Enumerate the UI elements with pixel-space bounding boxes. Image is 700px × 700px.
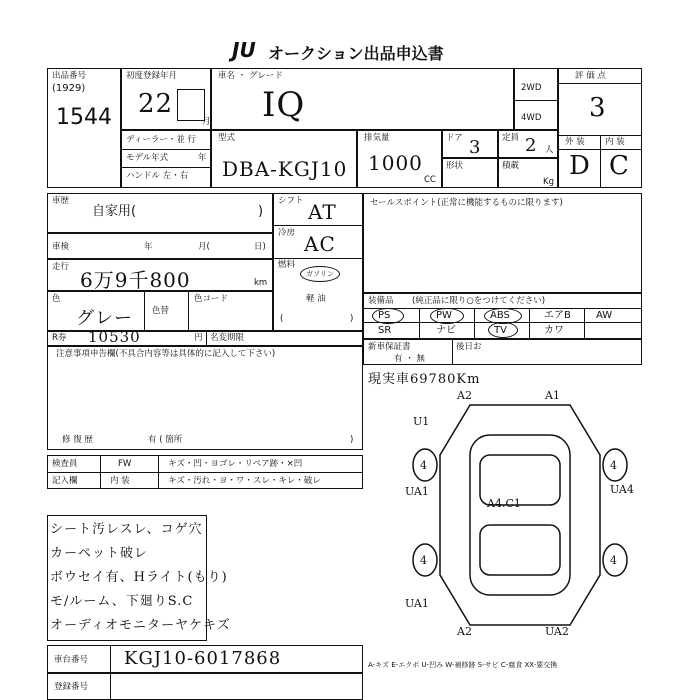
note-line: カーペット破レ bbox=[50, 546, 149, 561]
notes-label: 注意事項申告欄(不具合内容等は具体的に記入して下さい) bbox=[56, 349, 276, 359]
inspector-label: 検査員 bbox=[52, 459, 78, 469]
equip-aw: AW bbox=[596, 310, 613, 321]
transfer-label: 名変期限 bbox=[210, 333, 245, 343]
capacity-label: 定員 bbox=[502, 133, 520, 143]
color-code-label: 色コード bbox=[194, 294, 229, 304]
month-unit: 月 bbox=[202, 117, 211, 127]
first-reg-box bbox=[121, 68, 211, 130]
check-interior: 内 装 bbox=[110, 476, 130, 486]
inspection-label: 車検 bbox=[52, 242, 70, 252]
color-box bbox=[47, 291, 273, 331]
grade-value: 3 bbox=[589, 93, 607, 123]
handwritten-notes-box bbox=[47, 515, 231, 641]
lot-sub: (1929) bbox=[52, 83, 86, 94]
mark-rear-left: A2 bbox=[457, 625, 472, 638]
shape-box bbox=[442, 158, 498, 188]
name-box bbox=[211, 68, 514, 130]
registration-label: 登録番号 bbox=[54, 682, 89, 692]
recycle-box bbox=[47, 328, 363, 346]
mark-wheel-rr: 4 bbox=[610, 554, 617, 567]
ext-value: D bbox=[569, 151, 591, 181]
lot-number: 1544 bbox=[56, 105, 112, 130]
mark-ua1-rear: UA1 bbox=[405, 597, 429, 610]
equip-airbag: エアB bbox=[544, 310, 571, 321]
shape-label: 形状 bbox=[446, 161, 464, 171]
model-value: DBA-KGJ10 bbox=[222, 157, 348, 181]
registration-box bbox=[47, 673, 363, 700]
mark-wheel-fr: 4 bbox=[610, 459, 617, 472]
equip-navi: ナビ bbox=[436, 325, 456, 336]
sales-point-box bbox=[363, 193, 642, 293]
recycle-label: R券 bbox=[52, 333, 67, 343]
doors-label: ドア bbox=[446, 133, 463, 143]
dealer-row: ディーラー・並 行 bbox=[126, 135, 197, 145]
mark-front-left: A2 bbox=[457, 389, 472, 402]
equip-ps: PS bbox=[378, 310, 391, 321]
lot-label: 出品番号 bbox=[52, 71, 87, 81]
inspection-month: 月( bbox=[198, 242, 210, 252]
int-value: C bbox=[609, 151, 630, 181]
mark-roof: A4.C1 bbox=[487, 497, 521, 510]
history-value: 自家用( bbox=[92, 204, 137, 219]
chassis-value: KGJ10-6017868 bbox=[124, 648, 282, 669]
equipment-box bbox=[363, 293, 642, 339]
checks-box bbox=[47, 455, 363, 489]
equip-leather: カワ bbox=[544, 325, 564, 336]
grade-box bbox=[558, 68, 642, 188]
recycle-value: 10530 bbox=[88, 328, 141, 346]
damage-legend: A-キズ E-エクボ U-凹み W-補修跡 S-サビ C-腐食 XX-要交換 bbox=[368, 661, 558, 669]
handle-row: ハンドル 左・右 bbox=[126, 171, 189, 181]
page-title: オークション出品申込書 bbox=[268, 44, 444, 63]
equipment-label: 装備品 bbox=[368, 296, 394, 306]
entry-label: 記入欄 bbox=[52, 476, 78, 486]
chassis-box bbox=[47, 645, 363, 673]
grade-label: 評 価 点 bbox=[575, 71, 606, 81]
fuel-open: ( bbox=[280, 314, 284, 324]
doors-box bbox=[442, 130, 498, 158]
repair-value: 有 ( 箇所 bbox=[148, 435, 183, 445]
drive-4wd: 4WD bbox=[521, 113, 542, 123]
note-line: モ/ルーム、下廻りS.C bbox=[50, 594, 194, 609]
car-damage-diagram bbox=[395, 385, 645, 645]
shift-value: AT bbox=[308, 200, 337, 224]
inspection-day: 日) bbox=[254, 242, 266, 252]
load-box bbox=[498, 158, 558, 188]
model-box bbox=[211, 130, 357, 188]
mileage-value: 6万9千800 bbox=[80, 268, 191, 292]
mark-wheel-rl: 4 bbox=[420, 554, 427, 567]
color-change-label: 色替 bbox=[152, 306, 170, 316]
model-label: 型式 bbox=[218, 133, 236, 143]
mark-rear-right: UA2 bbox=[545, 625, 569, 638]
displacement-unit: CC bbox=[424, 175, 436, 185]
check-row2-items: キズ・汚れ・ヨ・ワ・スレ・キレ・破レ bbox=[168, 476, 321, 486]
notes-box bbox=[47, 346, 363, 450]
year-unit: 年 bbox=[198, 153, 207, 163]
history-close: ) bbox=[258, 204, 264, 219]
mark-ua4-right: UA4 bbox=[610, 483, 634, 496]
actual-mileage: 現実車69780Km bbox=[368, 372, 481, 387]
history-label: 車歴 bbox=[52, 196, 70, 206]
first-reg-year: 22 bbox=[138, 89, 174, 119]
sales-point-label: セールスポイント(正常に機能するものに限ります) bbox=[370, 198, 563, 208]
dealer-box bbox=[121, 130, 211, 188]
lot-box bbox=[47, 68, 121, 188]
warranty-label: 新車保証書 bbox=[368, 342, 411, 352]
fuel-diesel: 軽 油 bbox=[306, 294, 326, 304]
chassis-label: 車台番号 bbox=[54, 655, 89, 665]
equip-pw: PW bbox=[436, 310, 452, 321]
model-year-row: モデル年式 bbox=[126, 153, 169, 163]
car-name: IQ bbox=[262, 85, 306, 125]
displacement-value: 1000 bbox=[368, 151, 423, 175]
ext-label: 外 装 bbox=[565, 137, 585, 147]
note-line: オーディオモニターヤケキズ bbox=[50, 618, 231, 633]
drive-box bbox=[514, 68, 558, 130]
note-line: ボウセイ有、Hライト(もり) bbox=[50, 570, 228, 585]
warranty-choices: 有 ・ 無 bbox=[394, 354, 425, 364]
shift-box bbox=[273, 193, 363, 331]
mark-front-right: A1 bbox=[545, 389, 560, 402]
warranty-box bbox=[363, 339, 642, 365]
fuel-gas: ガソリン bbox=[306, 270, 334, 278]
aircon-label: 冷房 bbox=[278, 228, 296, 238]
aircon-value: AC bbox=[304, 232, 336, 256]
fuel-label: 燃料 bbox=[278, 260, 296, 270]
fuel-close: ) bbox=[350, 314, 354, 324]
first-reg-label: 初度登録年月 bbox=[126, 71, 178, 81]
load-unit: Kg bbox=[543, 177, 554, 187]
repair-label: 修 復 歴 bbox=[62, 435, 93, 445]
mileage-box bbox=[47, 259, 273, 291]
drive-2wd: 2WD bbox=[521, 83, 542, 93]
load-label: 積載 bbox=[502, 161, 520, 171]
name-label: 車名 ・ グレード bbox=[218, 71, 283, 81]
equip-sr: SR bbox=[378, 325, 392, 336]
check-fw: FW bbox=[118, 459, 132, 469]
recycle-unit: 円 bbox=[194, 333, 203, 343]
mileage-label: 走行 bbox=[52, 262, 70, 272]
color-value: グレー bbox=[76, 308, 133, 329]
equipment-note: (純正品に限り○をつけてください) bbox=[412, 296, 546, 306]
mark-u1: U1 bbox=[413, 415, 430, 428]
warranty-after: 後日お bbox=[456, 342, 482, 352]
capacity-value: 2 bbox=[525, 135, 538, 156]
doors-value: 3 bbox=[469, 137, 482, 158]
shift-label: シフト bbox=[278, 196, 304, 206]
check-row1-items: キズ・凹・ヨゴレ・リペア跡・×凹 bbox=[168, 459, 303, 469]
equip-tv: TV bbox=[494, 325, 507, 336]
repair-close: ) bbox=[350, 435, 354, 445]
mark-wheel-fl: 4 bbox=[420, 459, 427, 472]
mileage-unit: km bbox=[254, 278, 268, 288]
inspection-year: 年 bbox=[144, 242, 153, 252]
note-line: シート汚レスレ、コゲ穴 bbox=[50, 522, 203, 537]
int-label: 内 装 bbox=[605, 137, 625, 147]
capacity-box bbox=[498, 130, 558, 158]
inspection-box bbox=[47, 233, 273, 259]
history-box bbox=[47, 193, 273, 233]
color-label: 色 bbox=[52, 294, 61, 304]
equip-abs: ABS bbox=[490, 310, 510, 321]
displacement-box bbox=[357, 130, 442, 188]
displacement-label: 排気量 bbox=[364, 133, 390, 143]
capacity-unit: 人 bbox=[545, 145, 554, 155]
mark-ua1-left: UA1 bbox=[405, 485, 429, 498]
logo: JU bbox=[232, 38, 256, 62]
